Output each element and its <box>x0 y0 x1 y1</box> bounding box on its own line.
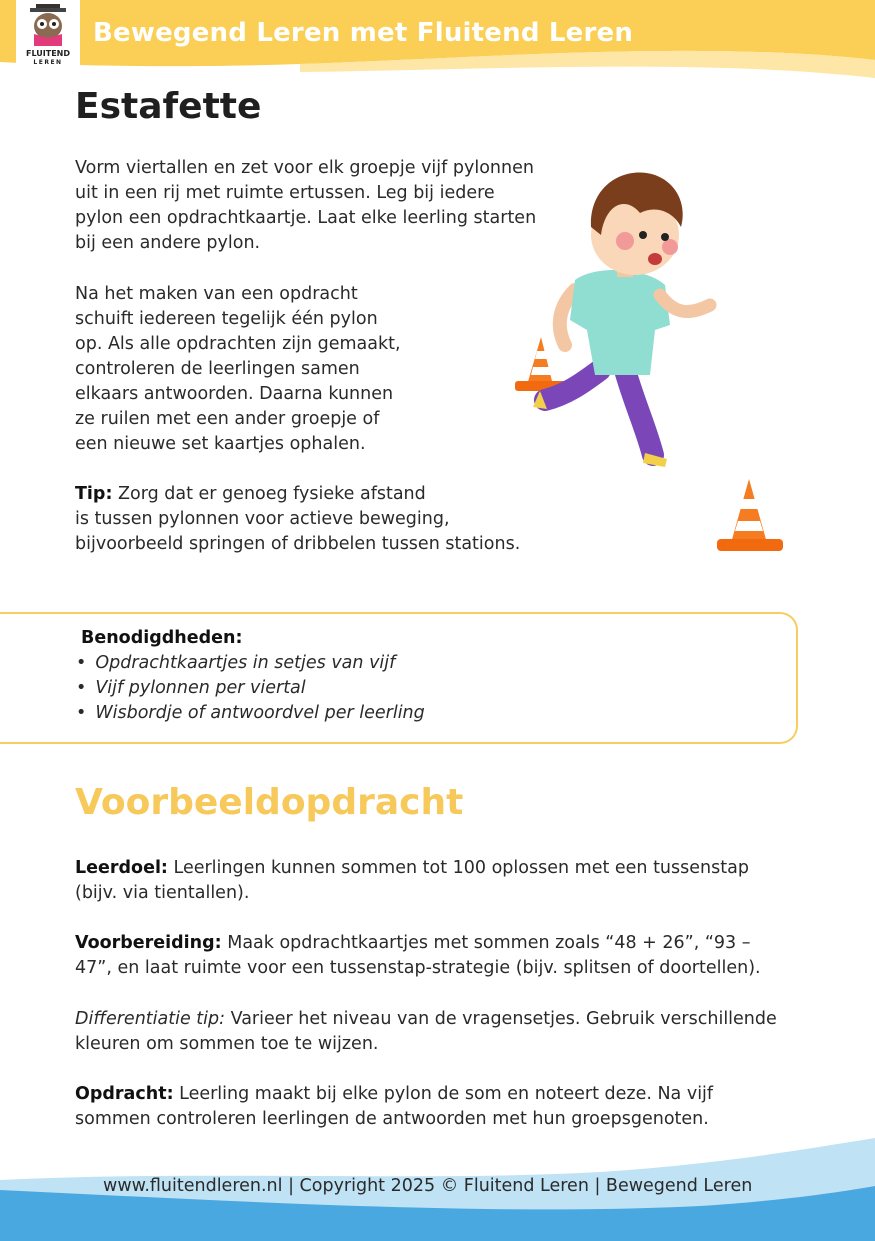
prep-label: Voorbereiding: <box>75 933 222 953</box>
diff-label: Differentiatie tip: <box>75 1009 226 1029</box>
tip-label: Tip: <box>75 484 113 504</box>
supplies-title: Benodigdheden: <box>81 628 243 648</box>
logo <box>16 0 80 68</box>
page-title: Estafette <box>75 86 262 127</box>
goal-paragraph: Leerdoel: Leerlingen kunnen sommen tot 100 oplossen met een tussenstap (bijv. via tientallen). <box>75 858 749 903</box>
cone-icon <box>715 475 785 553</box>
logo-text-1: FLUITEND <box>25 49 71 58</box>
goal-label: Leerdoel: <box>75 858 168 878</box>
procedure-paragraph: Na het maken van een opdracht schuift iedereen tegelijk één pylon op. Als alle opdrachten zijn gemaakt, controleren de leerlingen samen elkaars antwoorden. Daarna kunnen ze ruilen met een ander groepje of een nieuwe set kaartjes ophalen. <box>75 284 401 454</box>
task-label: Opdracht: <box>75 1084 174 1104</box>
list-item: • Wisbordje of antwoordvel per leerling <box>76 703 425 723</box>
prep-paragraph: Voorbereiding: Maak opdrachtkaartjes met sommen zoals “48 + 26”, “93 – 47”, en laat ruimte voor een tussenstap-strategie (bijv. splitsen of doortellen). <box>75 933 761 978</box>
running-boy-illustration <box>505 155 725 475</box>
list-item: • Vijf pylonnen per viertal <box>76 678 306 698</box>
owl-logo-icon <box>16 0 80 68</box>
section-title: Voorbeeldopdracht <box>75 782 464 823</box>
tip-paragraph <box>75 482 520 557</box>
tip-text: Zorg dat er genoeg fysieke afstand is tussen pylonnen voor actieve beweging, bijvoorbeeld springen of dribbelen tussen stations. <box>75 484 521 554</box>
task-paragraph: Opdracht: Leerling maakt bij elke pylon de som en noteert deze. Na vijf sommen controleren leerlingen de antwoorden met hun groepsgenoten. <box>75 1084 714 1129</box>
logo-text-2: LEREN <box>33 59 63 66</box>
header-title: Bewegend Leren met Fluitend Leren <box>93 18 634 48</box>
footer-text: www.fluitendleren.nl | Copyright 2025 © Fluitend Leren | Bewegend Leren <box>103 1176 753 1196</box>
list-item: • Opdrachtkaartjes in setjes van vijf <box>76 653 396 673</box>
differentiation-paragraph: Differentiatie tip: Varieer het niveau van de vragensetjes. Gebruik verschillende kleuren om sommen toe te wijzen. <box>75 1009 777 1054</box>
intro-paragraph: Vorm viertallen en zet voor elk groepje vijf pylonnen uit in een rij met ruimte ertussen. Leg bij iedere pylon een opdrachtkaartje. Laat elke leerling starten bij een andere pylon. <box>75 158 537 253</box>
